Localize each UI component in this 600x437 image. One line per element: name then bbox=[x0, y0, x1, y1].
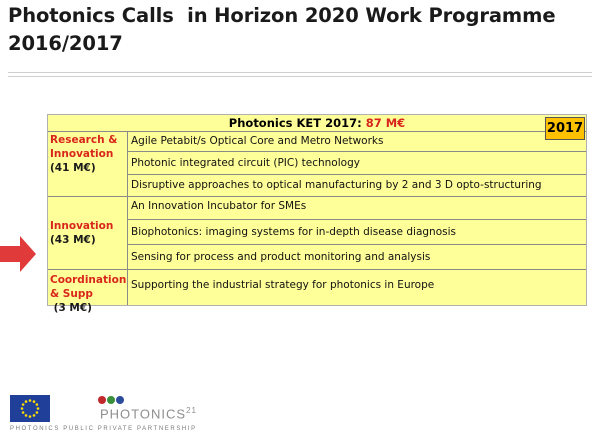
category-name-line-1: Research & bbox=[50, 134, 118, 146]
category-name-line-2: & Supp bbox=[50, 288, 93, 300]
call-row: Agile Petabit/s Optical Core and Metro Networks bbox=[128, 131, 586, 152]
call-row: An Innovation Incubator for SMEs bbox=[128, 197, 586, 220]
category-coordination-support bbox=[48, 270, 128, 314]
slide-title-line-1: Photonics Calls in Horizon 2020 Work Programme bbox=[8, 4, 556, 27]
call-row: Biophotonics: imaging systems for in-depth disease diagnosis bbox=[128, 220, 586, 245]
table-header-label: Photonics KET 2017: bbox=[228, 116, 366, 130]
photonics21-logo bbox=[100, 406, 197, 421]
call-row: Disruptive approaches to optical manufacturing by 2 and 3 D opto-structuring bbox=[128, 175, 586, 197]
partnership-tagline: PHOTONICS PUBLIC PRIVATE PARTNERSHIP bbox=[10, 426, 197, 432]
photonics21-logo-sup: 21 bbox=[186, 406, 197, 415]
category-amount: (43 M€) bbox=[50, 234, 96, 246]
slide-title bbox=[8, 2, 593, 58]
photonics21-logo-text: PHOTONICS bbox=[100, 406, 187, 422]
category-innovation bbox=[48, 197, 128, 270]
category-name-line-2: Innovation bbox=[50, 148, 114, 160]
slide-title-line-2: 2016/2017 bbox=[8, 32, 123, 55]
eu-flag-icon bbox=[10, 395, 50, 422]
call-row: Photonic integrated circuit (PIC) technology bbox=[128, 152, 586, 175]
call-row: Supporting the industrial strategy for photonics in Europe bbox=[131, 279, 435, 291]
category-name-line-1: Coordination bbox=[50, 274, 127, 286]
category-amount: (3 M€) bbox=[50, 302, 92, 314]
title-divider bbox=[8, 72, 592, 73]
right-arrow-icon bbox=[0, 236, 36, 272]
category-research-innovation bbox=[48, 131, 128, 197]
table-header bbox=[48, 115, 586, 132]
photonics-ket-table bbox=[47, 114, 587, 314]
year-badge: 2017 bbox=[545, 117, 585, 140]
title-divider-thin bbox=[8, 76, 592, 77]
call-row: Sensing for process and product monitoring and analysis bbox=[128, 245, 586, 270]
table-header-amount: 87 M€ bbox=[365, 116, 406, 130]
category-name-line-1: Innovation bbox=[50, 220, 114, 232]
category-amount: (41 M€) bbox=[50, 162, 96, 174]
